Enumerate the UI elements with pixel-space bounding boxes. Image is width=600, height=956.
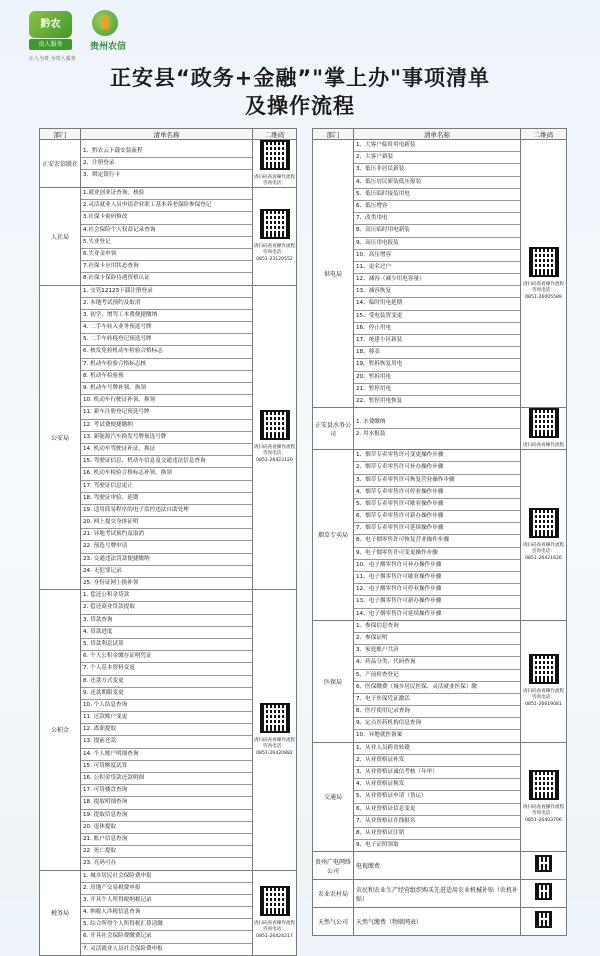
list-item: 13、减容恢复 bbox=[354, 286, 520, 298]
list-item: 13、电子烟零售许可新办操作步骤 bbox=[354, 596, 520, 608]
items-cell bbox=[81, 590, 253, 870]
list-item: 7、电子医保凭证激活 bbox=[354, 694, 520, 706]
page-title-line-2: 及操作流程 bbox=[245, 94, 355, 118]
list-item: 4. 二手车转入业务预选号牌 bbox=[81, 322, 252, 334]
qr-phone: 0851-26424217 bbox=[256, 933, 293, 939]
list-item: 5、低压临时接装用电 bbox=[354, 189, 520, 201]
col-header-name: 清单名称 bbox=[81, 129, 253, 140]
right-table-header bbox=[313, 129, 567, 140]
guizhou-nongxin-logo bbox=[86, 10, 130, 52]
list-item: 10、高压增容 bbox=[354, 250, 520, 262]
list-item: 8. 机动车检验预 bbox=[81, 371, 252, 383]
item-name-cell: 电视缴费 bbox=[354, 852, 521, 880]
list-item: 23. 亮码可办 bbox=[83, 860, 117, 867]
list-item: 2、烟草专卖零售许可补办操作步骤 bbox=[354, 462, 520, 474]
items-cell bbox=[354, 140, 521, 408]
right-section-row bbox=[313, 620, 567, 742]
list-item: 16. 公积金贷款还款明细 bbox=[81, 773, 252, 785]
list-item: 6.失业金申领 bbox=[81, 249, 252, 261]
list-item: 20、暂拆用电 bbox=[354, 372, 520, 384]
dept-cell: 税务局 bbox=[40, 870, 81, 955]
list-item: 18、移表 bbox=[354, 347, 520, 359]
list-item: 2. 偿还商业贷款提取 bbox=[81, 602, 252, 614]
qr-caption: 请扫码查看操作流程咨询电话： bbox=[522, 542, 565, 554]
qr-code-icon[interactable] bbox=[535, 855, 552, 872]
list-item: 1. 偿还公积金贷款 bbox=[81, 590, 252, 602]
list-item: 10、异地就医备案 bbox=[356, 732, 403, 739]
header-bar bbox=[0, 0, 600, 60]
left-section-row bbox=[40, 870, 297, 955]
list-item: 2. 本地考试预约及取消 bbox=[81, 298, 252, 310]
list-item: 6. 开具社会保险费缴费记录 bbox=[81, 931, 252, 943]
right-single-row bbox=[313, 852, 567, 880]
items-cell bbox=[81, 188, 253, 286]
list-item: 12、减容（减少用电容量） bbox=[354, 274, 520, 286]
items-cell bbox=[354, 408, 521, 450]
list-item: 21. 异地考试预约及取消 bbox=[81, 529, 252, 541]
list-item: 3. 开具个人所得税纳税记录 bbox=[81, 895, 252, 907]
qr-cell bbox=[253, 870, 297, 955]
list-item: 13. 新能源汽车换发号牌预选号牌 bbox=[81, 432, 252, 444]
list-item: 25. 身份证网上换补领 bbox=[83, 580, 139, 586]
qr-code-icon[interactable] bbox=[535, 911, 552, 928]
qr-code-icon[interactable] bbox=[529, 508, 559, 538]
list-item: 2.灵活就业人员申请企业职工基本养老保险参保登记 bbox=[81, 200, 252, 212]
right-section-row bbox=[313, 408, 567, 450]
list-item: 21、暂停用电 bbox=[354, 384, 520, 396]
dept-cell: 天然气公司 bbox=[313, 908, 354, 936]
list-item: 9. 机动车号牌补领、换领 bbox=[81, 383, 252, 395]
right-section-row bbox=[313, 140, 567, 408]
list-item: 5. 综合所得个人所得税汇算清缴 bbox=[81, 919, 252, 931]
list-item: 1. 交管12123下载注册登录 bbox=[81, 286, 252, 298]
list-item: 5. 二手车转移登记预选号牌 bbox=[81, 334, 252, 346]
list-item: 2. 房地产交易税费申报 bbox=[81, 883, 252, 895]
list-item: 14、电子烟零售许可延续操作步骤 bbox=[356, 610, 442, 617]
list-item: 8、从业资格证注销 bbox=[354, 828, 520, 840]
col-header-qr: 二维码 bbox=[253, 129, 297, 140]
left-section-row bbox=[40, 140, 297, 188]
items-cell bbox=[81, 870, 253, 955]
qr-code-icon[interactable] bbox=[529, 770, 559, 800]
item-name-cell: 天然气缴费（物联网表） bbox=[354, 908, 521, 936]
qr-caption: 请扫码查看操作流程咨询电话： bbox=[522, 281, 565, 293]
list-item: 22. 预选号牌申请 bbox=[81, 541, 252, 553]
qr-caption: 请扫码查看操作流程咨询电话： bbox=[253, 920, 296, 932]
list-item: 14. 个人账户明细查询 bbox=[81, 749, 252, 761]
list-item: 4. 贷款进度 bbox=[81, 627, 252, 639]
right-section-row bbox=[313, 450, 567, 621]
dept-cell: 农业农村局 bbox=[313, 880, 354, 908]
list-item: 2. 用水报装 bbox=[356, 431, 386, 438]
list-item: 18. 驾驶证审验、延期 bbox=[81, 493, 252, 505]
col-header-name: 清单名称 bbox=[354, 129, 521, 140]
dept-cell: 人社局 bbox=[40, 188, 81, 286]
items-cell bbox=[354, 450, 521, 621]
list-item: 9、高压用电报装 bbox=[354, 238, 520, 250]
dept-cell: 正安农信联社 bbox=[40, 140, 81, 188]
qr-cell bbox=[521, 408, 567, 450]
list-item: 7. 机动车检验合格标志核 bbox=[81, 359, 252, 371]
left-table-header bbox=[40, 129, 297, 140]
dept-cell: 公积金 bbox=[40, 590, 81, 870]
qr-cell bbox=[521, 908, 567, 936]
list-item: 5、烟草专卖零售许可歇业操作步骤 bbox=[354, 499, 520, 511]
list-item: 15、受电装置变更 bbox=[354, 311, 520, 323]
qr-cell bbox=[521, 852, 567, 880]
list-item: 7. 灵活就业人员社会保险费申报 bbox=[83, 945, 163, 952]
qr-code-icon[interactable] bbox=[260, 703, 290, 733]
dept-cell: 正安县水务公司 bbox=[313, 408, 354, 450]
list-item: 5、从业资格证申请（货运） bbox=[354, 791, 520, 803]
list-item: 15. 驾驶证信息、机动车信息及交通违法信息查询 bbox=[81, 456, 252, 468]
list-item: 6、烟草专卖零售许可新办操作步骤 bbox=[354, 511, 520, 523]
list-item: 9、电子证照领取 bbox=[356, 842, 399, 849]
qr-caption: 请扫码查看操作流程咨询电话： bbox=[522, 689, 565, 701]
qr-cell bbox=[521, 140, 567, 408]
qiannong-logo-tag: 贵人服务 bbox=[29, 39, 72, 50]
list-item: 12、电子烟零售许可停业操作步骤 bbox=[354, 584, 520, 596]
right-single-row bbox=[313, 880, 567, 908]
list-item: 9、电子烟零售许可变更操作步骤 bbox=[354, 548, 520, 560]
list-item: 11. 还款账户变更 bbox=[81, 712, 252, 724]
list-item: 20. 网上提交身体证明 bbox=[81, 517, 252, 529]
list-item: 15. 可贷额度试算 bbox=[81, 761, 252, 773]
list-item: 23. 交通违法罚款便捷缴纳 bbox=[81, 554, 252, 566]
list-item: 1. 水费缴纳 bbox=[354, 417, 520, 429]
qr-caption: 请扫码查看操作流程 bbox=[522, 443, 565, 449]
list-item: 14. 机动车驾驶证补证、换证 bbox=[81, 444, 252, 456]
left-section-row bbox=[40, 590, 297, 870]
list-item: 3、绑定银行卡 bbox=[83, 172, 121, 179]
list-item: 8. 还款方式变更 bbox=[81, 676, 252, 688]
list-item: 17、统建小区新装 bbox=[354, 335, 520, 347]
list-item: 7.社保卡应用状态查询 bbox=[81, 261, 252, 273]
list-item: 4、从业资格证换发 bbox=[354, 779, 520, 791]
list-item: 3、家庭账户共济 bbox=[354, 645, 520, 657]
list-item: 12. 考试费便捷缴纳 bbox=[81, 420, 252, 432]
list-item: 10. 机动车行驶证补领、换领 bbox=[81, 395, 252, 407]
dept-cell: 公安局 bbox=[40, 285, 81, 590]
list-item: 5. 贷款利息试算 bbox=[81, 639, 252, 651]
list-item: 10. 个人结息查询 bbox=[81, 700, 252, 712]
qr-phone: 0851-26403706 bbox=[525, 817, 562, 823]
qiannong-logo-mark: 黔农 bbox=[29, 11, 72, 38]
right-section-row bbox=[313, 742, 567, 852]
list-item: 6、从业资格证信息变更 bbox=[354, 804, 520, 816]
qr-cell bbox=[521, 450, 567, 621]
list-item: 9. 还款期限变更 bbox=[81, 688, 252, 700]
col-header-dept: 部门 bbox=[313, 129, 354, 140]
qr-cell bbox=[521, 620, 567, 742]
list-item: 1、大客户临时用电新装 bbox=[354, 140, 520, 152]
list-item: 8、电子烟零售许可恢复营业操作步骤 bbox=[354, 535, 520, 547]
qr-code-icon[interactable] bbox=[260, 410, 290, 440]
list-item: 17. 可贷楼盘查询 bbox=[81, 785, 252, 797]
list-item: 6、医保缴费（城乡居民医保、灵活就业医保）缴 bbox=[354, 682, 520, 694]
list-item: 1、从业人员跨省转籍 bbox=[354, 743, 520, 755]
list-item: 13. 提前还款 bbox=[81, 736, 252, 748]
qr-phone: 0851-26619081 bbox=[525, 702, 562, 708]
qr-cell bbox=[253, 285, 297, 590]
dept-cell: 交通局 bbox=[313, 742, 354, 852]
list-item: 3、烟草专卖零售许可恢复营业操作步骤 bbox=[354, 475, 520, 487]
list-item: 18. 提取明细查询 bbox=[81, 797, 252, 809]
qr-cell bbox=[253, 140, 297, 188]
list-item: 1.就业创业证查询、核验 bbox=[81, 188, 252, 200]
dept-cell: 医保局 bbox=[313, 620, 354, 742]
list-item: 4.社会保险个人权益记录查询 bbox=[81, 225, 252, 237]
items-cell bbox=[354, 620, 521, 742]
list-item: 4、药品分类、代码查询 bbox=[354, 657, 520, 669]
qr-cell bbox=[253, 188, 297, 286]
list-item: 7. 个人基本资料变更 bbox=[81, 663, 252, 675]
page-title-line-1: 正安县“政务+金融”"掌上办"事项清单 bbox=[109, 66, 491, 90]
col-header-qr: 二维码 bbox=[521, 129, 567, 140]
list-item: 14、临时用电延期 bbox=[354, 298, 520, 310]
qr-cell bbox=[253, 590, 297, 870]
list-item: 2、从业资格证补发 bbox=[354, 755, 520, 767]
qr-code-icon[interactable] bbox=[529, 654, 559, 684]
item-name-cell: 农民和农业生产经营组织购买先进适用农业机械补贴（农机补贴） bbox=[354, 880, 521, 908]
slogan: 让人为贵 为贵人服务 bbox=[29, 56, 76, 62]
items-cell bbox=[354, 742, 521, 852]
qr-code-icon[interactable] bbox=[260, 140, 290, 170]
list-item: 2、大客户新装 bbox=[354, 152, 520, 164]
qr-phone: 0851-26420882 bbox=[256, 750, 293, 756]
qr-cell bbox=[521, 880, 567, 908]
list-item: 19、暂拆恢复用电 bbox=[354, 359, 520, 371]
qiannong-logo bbox=[29, 11, 72, 51]
qr-code-icon[interactable] bbox=[535, 883, 552, 900]
qr-code-icon[interactable] bbox=[529, 408, 559, 438]
list-item: 3、从业资格证诚信考核（年审） bbox=[354, 767, 520, 779]
list-item: 6、低压增容 bbox=[354, 201, 520, 213]
dept-cell: 烟草专卖局 bbox=[313, 450, 354, 621]
qr-caption: 请扫码查看操作流程咨询电话： bbox=[253, 445, 296, 457]
qr-phone: 0851-23129552 bbox=[256, 257, 293, 263]
list-item: 1、烟草专卖零售许可变更操作步骤 bbox=[354, 450, 520, 462]
list-item: 4. 纳税人涉税信息查询 bbox=[81, 907, 252, 919]
list-item: 1. 城乡居民社会保险费申报 bbox=[81, 871, 252, 883]
list-item: 3. 贷款查询 bbox=[81, 615, 252, 627]
list-item: 8、高压临时用电新装 bbox=[354, 225, 520, 237]
qr-phone: 0851-26005589 bbox=[525, 294, 562, 300]
list-item: 2、注册登录 bbox=[81, 158, 252, 170]
list-item: 2、参保证明 bbox=[354, 633, 520, 645]
list-item: 4、烟草专卖零售许可停业操作步骤 bbox=[354, 487, 520, 499]
list-item: 3、低压非居民新装 bbox=[354, 164, 520, 176]
list-item: 20. 退休提取 bbox=[81, 822, 252, 834]
dept-cell: 贵州广电网络公司 bbox=[313, 852, 354, 880]
list-item: 8.社保卡保险待遇资格认证 bbox=[83, 275, 150, 282]
left-section-row bbox=[40, 285, 297, 590]
list-item: 3. 初学、增驾工本费便捷缴纳 bbox=[81, 310, 252, 322]
col-header-dept: 部门 bbox=[40, 129, 81, 140]
qr-caption: 请扫码查看操作流程咨询电话： bbox=[253, 244, 296, 256]
list-item: 10、电子烟零售许可补办操作步骤 bbox=[354, 560, 520, 572]
list-item: 11、电子烟零售许可歇业操作步骤 bbox=[354, 572, 520, 584]
qr-caption: 请扫码查看操作流程咨询电话： bbox=[253, 175, 296, 186]
list-item: 16. 机动车检验合格标志补领、换领 bbox=[81, 468, 252, 480]
list-item: 24. 无犯罪记录 bbox=[81, 566, 252, 578]
nongxin-emblem-icon bbox=[92, 10, 118, 36]
list-item: 11、更名过户 bbox=[354, 262, 520, 274]
list-item: 22. 死亡提取 bbox=[81, 846, 252, 858]
list-item: 11. 新车注册登记预选号牌 bbox=[81, 407, 252, 419]
list-item: 16、停止用电 bbox=[354, 323, 520, 335]
items-cell bbox=[81, 285, 253, 590]
left-checklist-table bbox=[39, 128, 297, 956]
nongxin-logo-name: 贵州农信 bbox=[89, 42, 126, 52]
qr-caption: 请扫码查看操作流程咨询电话： bbox=[522, 804, 565, 816]
list-item: 6. 个人公积金缴存证明凭证 bbox=[81, 651, 252, 663]
right-checklist-table bbox=[312, 128, 567, 936]
qr-phone: 0851-26423120 bbox=[256, 458, 293, 464]
list-item: 7、从业资格证在线报名 bbox=[354, 816, 520, 828]
list-item: 17. 驾驶证信息更正 bbox=[81, 481, 252, 493]
list-item: 5.失业登记 bbox=[81, 237, 252, 249]
list-item: 5、产前检查登记 bbox=[354, 670, 520, 682]
list-item: 1、参保信息查询 bbox=[354, 621, 520, 633]
list-item: 4、低压居民新装低压报装 bbox=[354, 177, 520, 189]
list-item: 19. 提取信息查询 bbox=[81, 810, 252, 822]
right-single-row bbox=[313, 908, 567, 936]
qr-phone: 0851-26421626 bbox=[525, 555, 562, 561]
list-item: 21. 账户信息查询 bbox=[81, 834, 252, 846]
dept-cell: 供电局 bbox=[313, 140, 354, 408]
items-cell bbox=[81, 140, 253, 188]
qr-code-icon[interactable] bbox=[260, 886, 290, 916]
list-item: 7、烟草专卖零售许可延续操作步骤 bbox=[354, 523, 520, 535]
list-item: 6. 核发免检机动车检验合格标志 bbox=[81, 346, 252, 358]
qr-cell bbox=[521, 742, 567, 852]
list-item: 9、定点医药机构信息查询 bbox=[354, 718, 520, 730]
left-section-row bbox=[40, 188, 297, 286]
list-item: 12. 离职提取 bbox=[81, 724, 252, 736]
list-item: 22、暂停用电恢复 bbox=[356, 397, 403, 404]
qr-caption: 请扫码查看操作流程咨询电话： bbox=[253, 737, 296, 749]
qr-code-icon[interactable] bbox=[529, 247, 559, 277]
list-item: 1、黔农云下载安装流程 bbox=[81, 146, 252, 158]
list-item: 8、医疗使用记录查询 bbox=[354, 706, 520, 718]
qr-code-icon[interactable] bbox=[260, 209, 290, 239]
list-item: 19. 适用简易程序的电子监控违法自助处理 bbox=[81, 505, 252, 517]
list-item: 3.社保卡密码修改 bbox=[81, 212, 252, 224]
list-item: 7、改类用电 bbox=[354, 213, 520, 225]
